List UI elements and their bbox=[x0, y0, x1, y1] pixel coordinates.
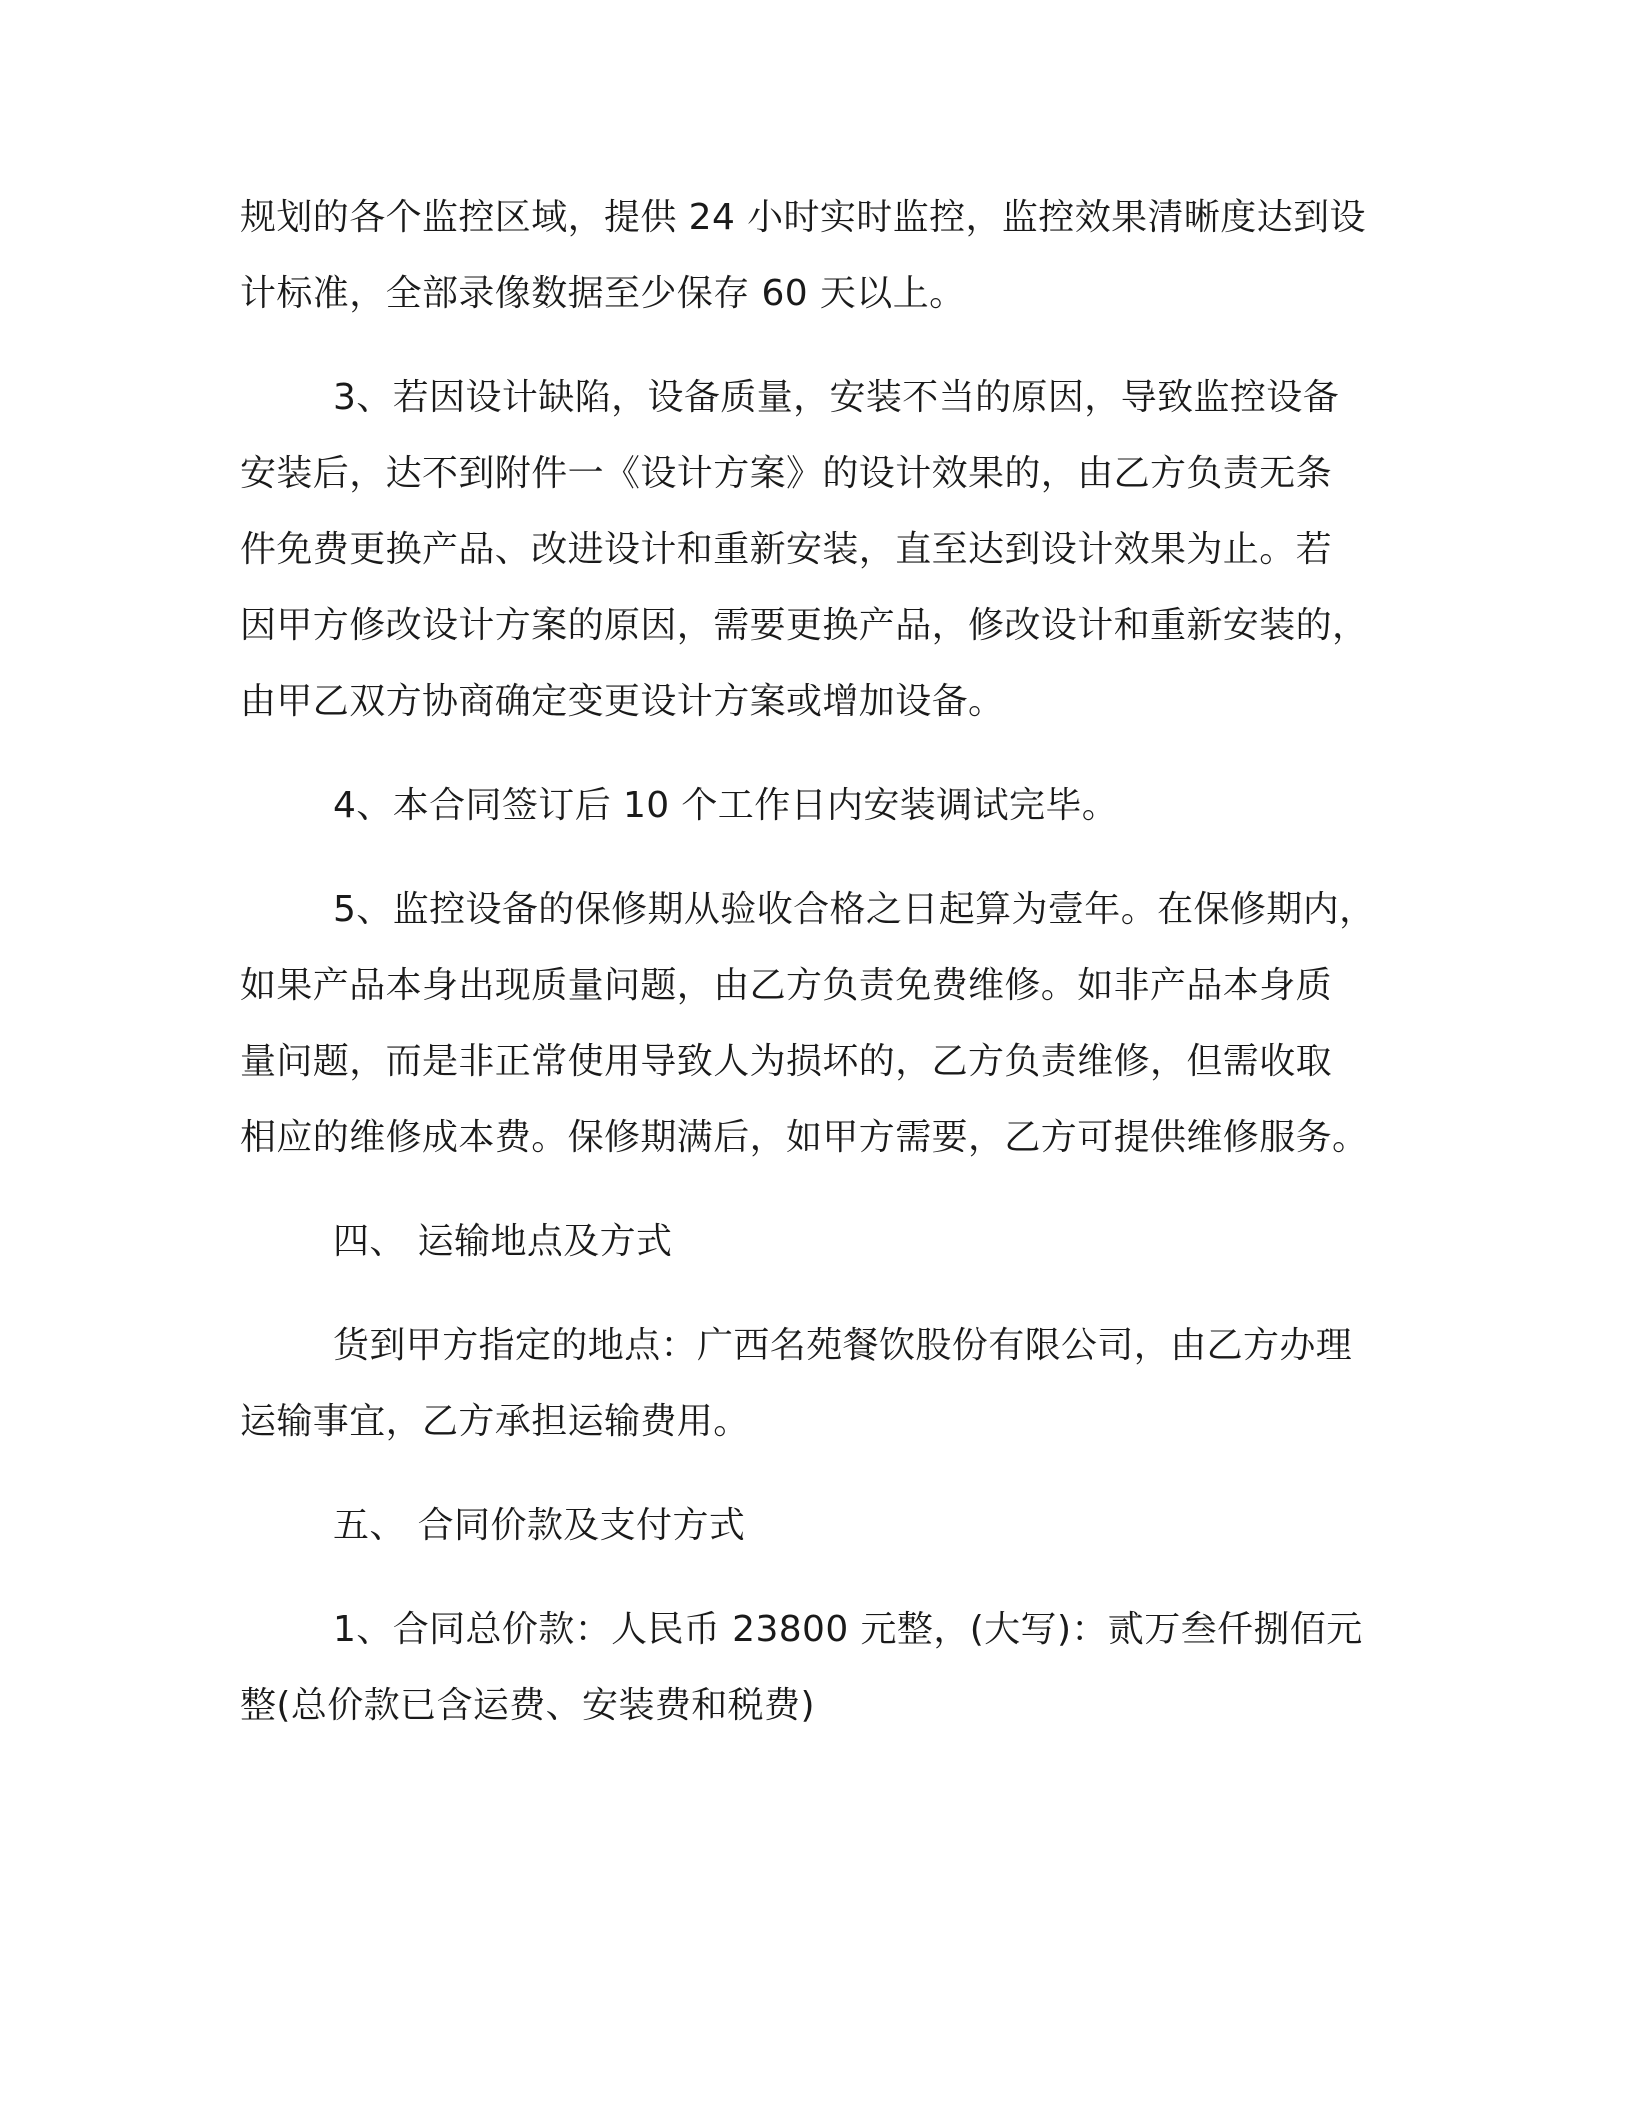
paragraph-line: 如果产品本身出现质量问题，由乙方负责免费维修。如非产品本身质 bbox=[240, 965, 1333, 1006]
paragraph-line: 整(总价款已含运费、安装费和税费) bbox=[240, 1685, 815, 1726]
paragraph-line: 5、监控设备的保修期从验收合格之日起算为壹年。在保修期内， bbox=[333, 889, 1376, 930]
paragraph-line: 安装后，达不到附件一《设计方案》的设计效果的，由乙方负责无条 bbox=[240, 453, 1333, 494]
paragraph-line: 由甲乙双方协商确定变更设计方案或增加设备。 bbox=[240, 681, 1005, 722]
paragraph-line: 4、本合同签订后 10 个工作日内安装调试完毕。 bbox=[333, 785, 1119, 826]
paragraph-line: 运输事宜，乙方承担运输费用。 bbox=[240, 1401, 750, 1442]
paragraph-line: 量问题，而是非正常使用导致人为损坏的，乙方负责维修，但需收取 bbox=[240, 1041, 1333, 1082]
paragraph-line: 因甲方修改设计方案的原因，需要更换产品，修改设计和重新安装的， bbox=[240, 605, 1369, 646]
paragraph-line: 相应的维修成本费。保修期满后，如甲方需要，乙方可提供维修服务。 bbox=[240, 1117, 1369, 1158]
paragraph-line: 规划的各个监控区域，提供 24 小时实时监控，监控效果清晰度达到设 bbox=[240, 197, 1366, 238]
paragraph-line: 计标准，全部录像数据至少保存 60 天以上。 bbox=[240, 273, 966, 314]
paragraph-line: 3、若因设计缺陷，设备质量，安装不当的原因，导致监控设备 bbox=[333, 377, 1340, 418]
section-heading: 五、 合同价款及支付方式 bbox=[333, 1505, 746, 1546]
paragraph-line: 1、合同总价款：人民币 23800 元整，(大写)：贰万叁仟捌佰元 bbox=[333, 1609, 1363, 1650]
section-heading: 四、 运输地点及方式 bbox=[333, 1221, 673, 1262]
paragraph-line: 货到甲方指定的地点：广西名苑餐饮股份有限公司，由乙方办理 bbox=[333, 1325, 1353, 1366]
paragraph-line: 件免费更换产品、改进设计和重新安装，直至达到设计效果为止。若 bbox=[240, 529, 1333, 570]
